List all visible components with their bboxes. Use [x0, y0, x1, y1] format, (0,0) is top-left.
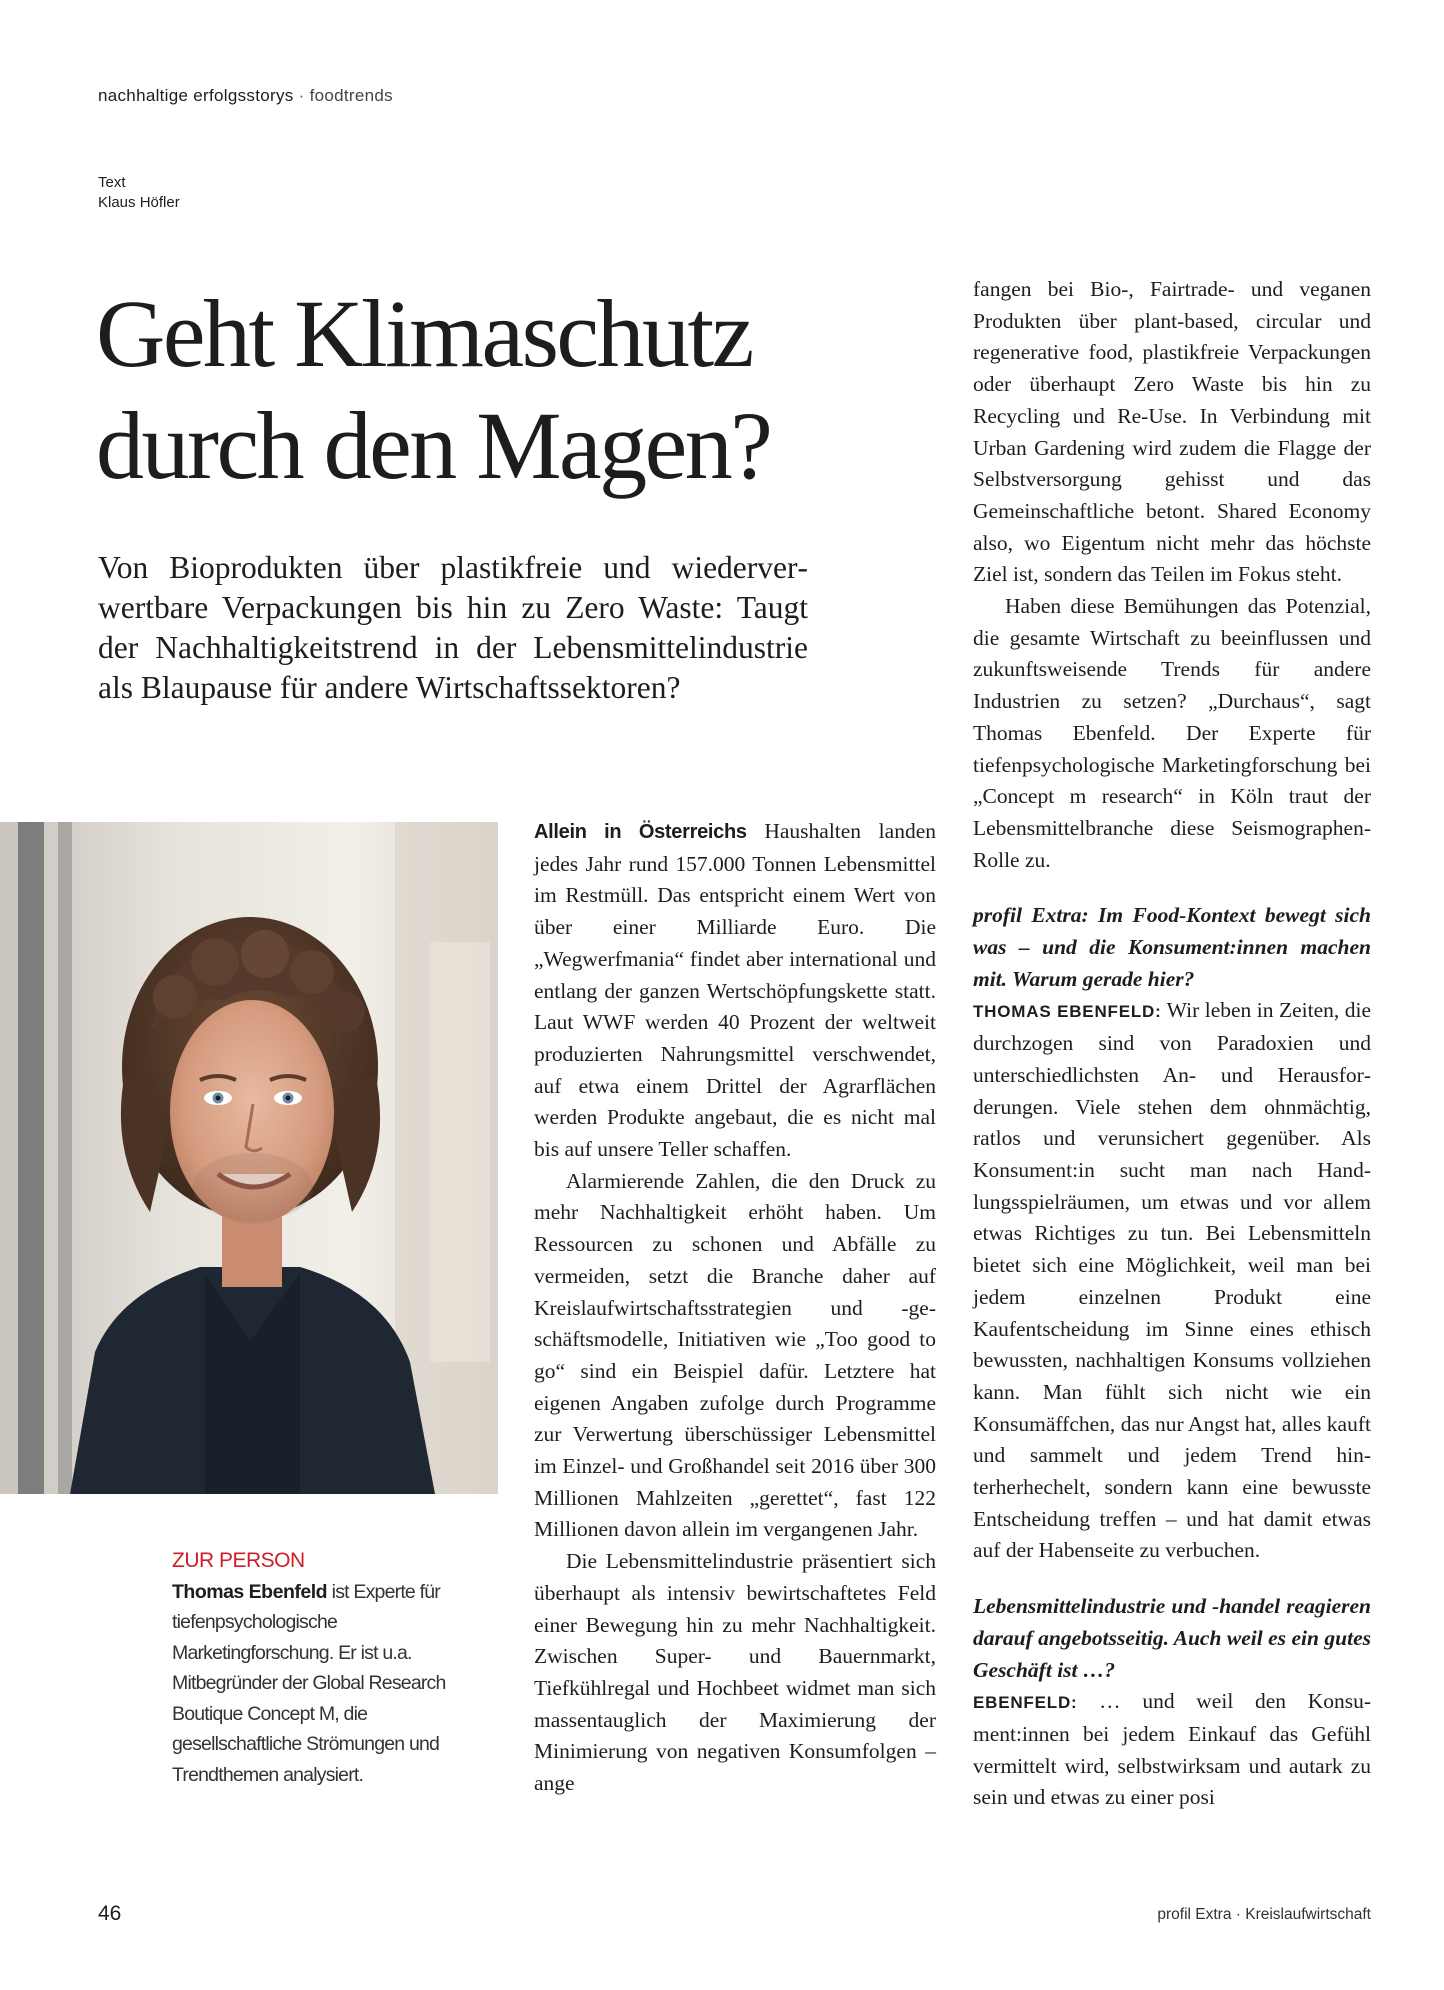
headline-line-1: Geht Klimaschutz	[96, 280, 752, 387]
article-headline	[96, 278, 896, 502]
column2-paragraph-2: Alarmierende Zahlen, die den Druck zu mehr Nachhaltigkeit erhöht haben. Um Ressourcen zu schonen und Abfälle zu vermeiden, setzt die Branche daher auf Kreislaufwirtschaftsstrategien und -geschäftsmodelle, Initiativen wie „Too good to go“ sind ein Beispiel dafür. Letztere hat eigenen Angaben zufolge durch Programme zur Verwertung überschüssiger Lebensmittel im Einzel- und Großhandel seit 2016 über 300 Millionen Mahlzeiten „gerettet“, fast 122 Millionen davon allein im vergangenen Jahr.	[534, 1168, 936, 1542]
headline-line-2: durch den Magen?	[96, 392, 771, 499]
interview-question-2: Lebensmittelindustrie und -handel reagieren darauf angebotsseitig. Auch weil es ein gutes Geschäft ist …?	[973, 1594, 1371, 1682]
bio-text: ist Experte für tiefenpsychologische Marketingforschung. Er ist u.a. Mitbegründer der Global Research Boutique Concept M, die gesellschaftliche Strömungen und Trendthemen analysiert.	[172, 1580, 446, 1786]
column2-paragraph-1-text: Haushalten landen jedes Jahr rund 157.000 Tonnen Lebensmittel im Restmüll. Das entspricht einem Wert von über einer Milliarde Euro. Die „Wegwerfmania“ findet aber international und entlang der ganzen Wertschöpfungskette statt. Laut WWF werden 40 Prozent der weltweit produzierten Nahrungsmittel verschwendet, auf etwa einem Drittel der Agrarflächen werden Produkte angebaut, die es nicht mal bis auf unsere Teller schaffen.	[534, 819, 936, 1162]
portrait-photo	[0, 822, 498, 1494]
publication-footer: profil Extra · Kreislaufwirtschaft	[1157, 1906, 1371, 1923]
article-column-2	[534, 816, 936, 1800]
page-number: 46	[98, 1902, 122, 1925]
section-title: nachhaltige erfolgsstorys	[98, 86, 294, 105]
column3-paragraph-1: fangen bei Bio-, Fairtrade- und veganen Produkten über plant-based, circular und regenerative food, plastikfreie Verpackungen oder überhaupt Zero Waste bis hin zu Recycling und Re-Use. In Verbindung mit Urban Gardening wird zudem die Flagge der Selbstversorgung gehisst und das Gemeinschaftliche betont. Shared Economy also, wo Eigentum nicht mehr das höchste Ziel ist, sondern das Teilen im Fokus steht.	[973, 277, 1371, 587]
section-separator: ·	[298, 86, 305, 105]
answer-2-speaker: EBENFELD:	[973, 1693, 1078, 1713]
column2-runin: Allein in Österreichs	[534, 821, 747, 843]
spacer	[973, 876, 1371, 900]
column2-paragraph-3: Die Lebensmittelindustrie präsentiert sich überhaupt als intensiv bewirtschaftetes Feld einer Bewegung hin zu mehr Nachhaltigkeit. Zwischen Super- und Bauernmarkt, Tiefkühlregal und Hochbeet widmet man sich massentauglich der Maximierung der Minimierung von negativen Konsumfolgen – ange	[534, 1549, 936, 1796]
portrait-illustration	[0, 822, 498, 1494]
credit-author: Klaus Höfler	[98, 194, 180, 211]
bio-box	[172, 1546, 490, 1790]
answer-1-text: Wir leben in Zeiten, die durchzogen sind von Paradoxien und unterschiedlichsten An- und Herausforderungen. Viele stehen dem ohnmächtig, ratlos und verunsichert gegenüber. Als Konsument:in sucht man nach Handlungsspielräumen, um etwas und vor allem etwas Richtiges zu tun. Bei Lebensmitteln bietet sich eine Möglichkeit, weil man bei jedem einzelnen Produkt eine Kaufentscheidung im Sinne eines ethisch bewussten, nachhaltigen Konsums vollziehen kann. Man fühlt sich nicht wie ein Konsumäffchen, das nur Angst hat, alles kauft und sammelt und jedem Trend hinterherhechelt, sondern kann eine bewusste Entscheidung treffen – und hat damit etwas auf der Habenseite zu verbuchen.	[973, 998, 1371, 1563]
interview-question-1: profil Extra: Im Food-Kontext bewegt sich was – und die Konsument:innen machen mit. Warum gerade hier?	[973, 903, 1371, 991]
credit-label: Text	[98, 174, 126, 191]
interview-answer-1	[973, 995, 1371, 1567]
author-credit	[98, 173, 180, 213]
column3-paragraph-2: Haben diese Bemühungen das Potenzial, die gesamte Wirtschaft zu beeinflussen und zukunftsweisende Trends für andere Industrien zu setzen? „Durchaus“, sagt Thomas Ebenfeld. Der Experte für tiefenpsychologische Marketingforschung bei „Concept m research“ in Köln traut der Lebensmittelbranche diese Seismographen-Rolle zu.	[973, 594, 1371, 872]
section-subtitle: foodtrends	[309, 86, 393, 105]
interview-answer-2	[973, 1686, 1371, 1814]
answer-2-text: … und weil den Konsument:innen bei jedem Einkauf das Gefühl vermittelt wird, selbstwirksam und autark zu sein und etwas zu einer posi	[973, 1689, 1372, 1810]
bio-name: Thomas Ebenfeld	[172, 1580, 328, 1603]
section-header	[98, 86, 393, 106]
answer-1-speaker: THOMAS EBENFELD:	[973, 1002, 1162, 1022]
article-lead: Von Bioprodukten über plastikfreie und wiederverwertbare Verpackungen bis hin zu Zero Waste: Taugt der Nachhaltigkeitstrend in der Lebensmittelindustrie als Blaupause für andere Wirtschaftssektoren?	[98, 550, 808, 705]
article-column-3	[973, 274, 1371, 1814]
bio-title: ZUR PERSON	[172, 1549, 305, 1572]
spacer	[973, 1567, 1371, 1591]
column2-paragraph-1	[534, 816, 936, 1166]
